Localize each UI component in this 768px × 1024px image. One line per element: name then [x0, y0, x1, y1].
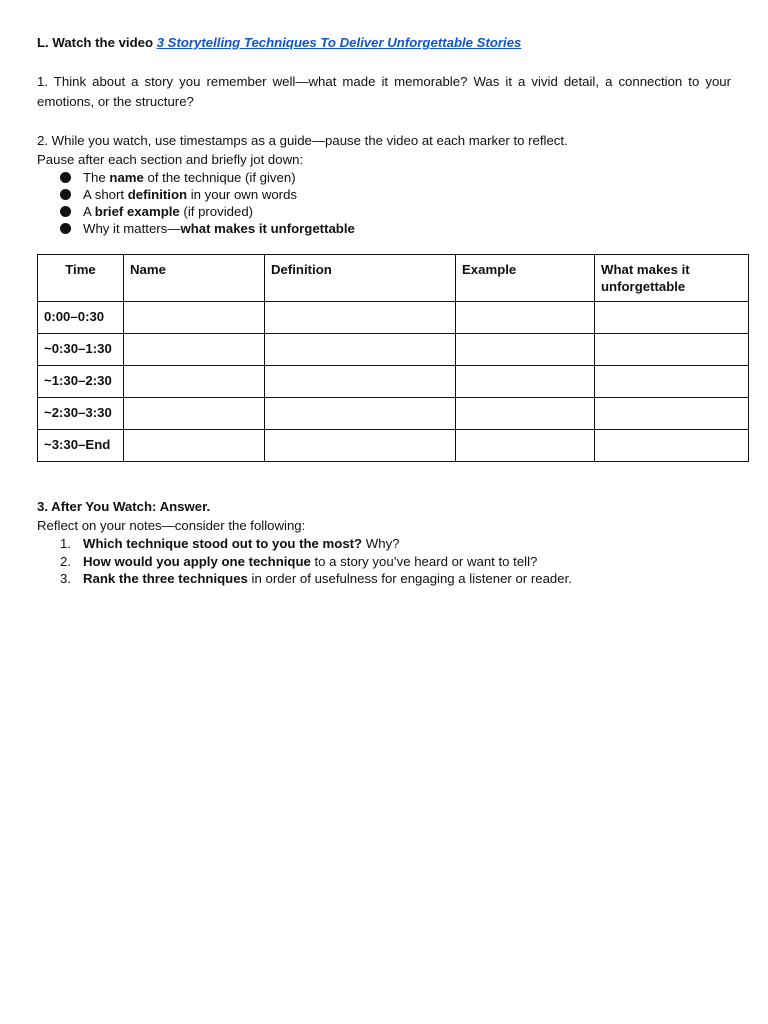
time-cell: ~1:30–2:30 — [38, 366, 124, 398]
bullet-text: Why it matters— — [83, 221, 181, 236]
definition-cell[interactable] — [265, 398, 456, 430]
example-cell[interactable] — [456, 366, 595, 398]
example-cell[interactable] — [456, 430, 595, 462]
table-row — [38, 430, 749, 462]
definition-cell[interactable] — [265, 302, 456, 334]
bullet-text: A short — [83, 187, 128, 202]
bullet-icon — [60, 189, 71, 200]
header-time: Time — [38, 255, 124, 302]
question-2-line2: Pause after each section and briefly jot down: — [37, 152, 304, 167]
time-cell: ~0:30–1:30 — [38, 334, 124, 366]
time-cell: ~2:30–3:30 — [38, 398, 124, 430]
section-3-title: 3. After You Watch: Answer. — [37, 499, 211, 514]
question-1: 1. Think about a story you remember well—what made it memorable? Was it a vivid detail, a connection to your emotions, or the structure? — [37, 74, 731, 109]
header-name: Name — [124, 255, 265, 302]
list-item — [60, 220, 731, 237]
name-cell[interactable] — [124, 302, 265, 334]
table-row — [38, 334, 749, 366]
list-item — [60, 553, 731, 571]
section-3-intro: Reflect on your notes—consider the following: — [37, 518, 306, 533]
bullet-bold: brief example — [94, 204, 180, 219]
list-item — [60, 570, 731, 588]
name-cell[interactable] — [124, 334, 265, 366]
question-bold: Which technique stood out to you the most? — [83, 536, 363, 551]
header-example: Example — [456, 255, 595, 302]
list-item — [60, 169, 731, 186]
list-item — [60, 203, 731, 220]
notes-table — [37, 254, 749, 462]
bullet-icon — [60, 223, 71, 234]
example-cell[interactable] — [456, 334, 595, 366]
bullet-icon — [60, 206, 71, 217]
reflection-questions — [37, 535, 731, 588]
header-definition: Definition — [265, 255, 456, 302]
list-item — [60, 535, 731, 553]
after-you-watch-section — [37, 497, 731, 588]
list-item — [60, 186, 731, 203]
question-2-line1: 2. While you watch, use timestamps as a guide—pause the video at each marker to reflect. — [37, 133, 568, 148]
table-row — [38, 398, 749, 430]
bullet-bold: what makes it unforgettable — [180, 221, 355, 236]
jot-down-list — [37, 169, 731, 237]
unforgettable-cell[interactable] — [595, 334, 749, 366]
example-cell[interactable] — [456, 302, 595, 334]
name-cell[interactable] — [124, 366, 265, 398]
question-number: 1. — [60, 536, 71, 551]
definition-cell[interactable] — [265, 366, 456, 398]
time-cell: 0:00–0:30 — [38, 302, 124, 334]
bullet-text: A — [83, 204, 95, 219]
bullet-text: The — [83, 170, 110, 185]
name-cell[interactable] — [124, 430, 265, 462]
question-number: 2. — [60, 553, 71, 569]
time-cell: ~3:30–End — [38, 430, 124, 462]
unforgettable-cell[interactable] — [595, 302, 749, 334]
bullet-bold: name — [109, 170, 144, 185]
question-number: 3. — [60, 571, 71, 586]
section-l-prefix: L. Watch the video — [37, 35, 157, 50]
definition-cell[interactable] — [265, 430, 456, 462]
bullet-text: of the technique (if given) — [143, 170, 296, 185]
bullet-text: in your own words — [187, 187, 298, 202]
table-row — [38, 366, 749, 398]
question-bold: How would you apply one technique — [83, 553, 311, 569]
example-cell[interactable] — [456, 398, 595, 430]
question-text: to a story you’ve heard or want to tell? — [310, 553, 538, 569]
unforgettable-cell[interactable] — [595, 398, 749, 430]
bullet-bold: definition — [127, 187, 188, 202]
video-link[interactable]: 3 Storytelling Techniques To Deliver Unforgettable Stories — [156, 35, 522, 50]
question-text: Why? — [362, 536, 400, 551]
unforgettable-cell[interactable] — [595, 366, 749, 398]
name-cell[interactable] — [124, 398, 265, 430]
header-unforgettable: What makes it unforgettable — [595, 255, 749, 302]
question-text: in order of usefulness for engaging a listener or reader. — [247, 571, 572, 586]
definition-cell[interactable] — [265, 334, 456, 366]
table-header-row — [38, 255, 749, 302]
worksheet-page — [37, 33, 731, 586]
table-row — [38, 302, 749, 334]
bullet-text: (if provided) — [179, 204, 254, 219]
section-l-heading — [37, 33, 731, 52]
question-bold: Rank the three techniques — [83, 571, 248, 586]
bullet-icon — [60, 172, 71, 183]
unforgettable-cell[interactable] — [595, 430, 749, 462]
